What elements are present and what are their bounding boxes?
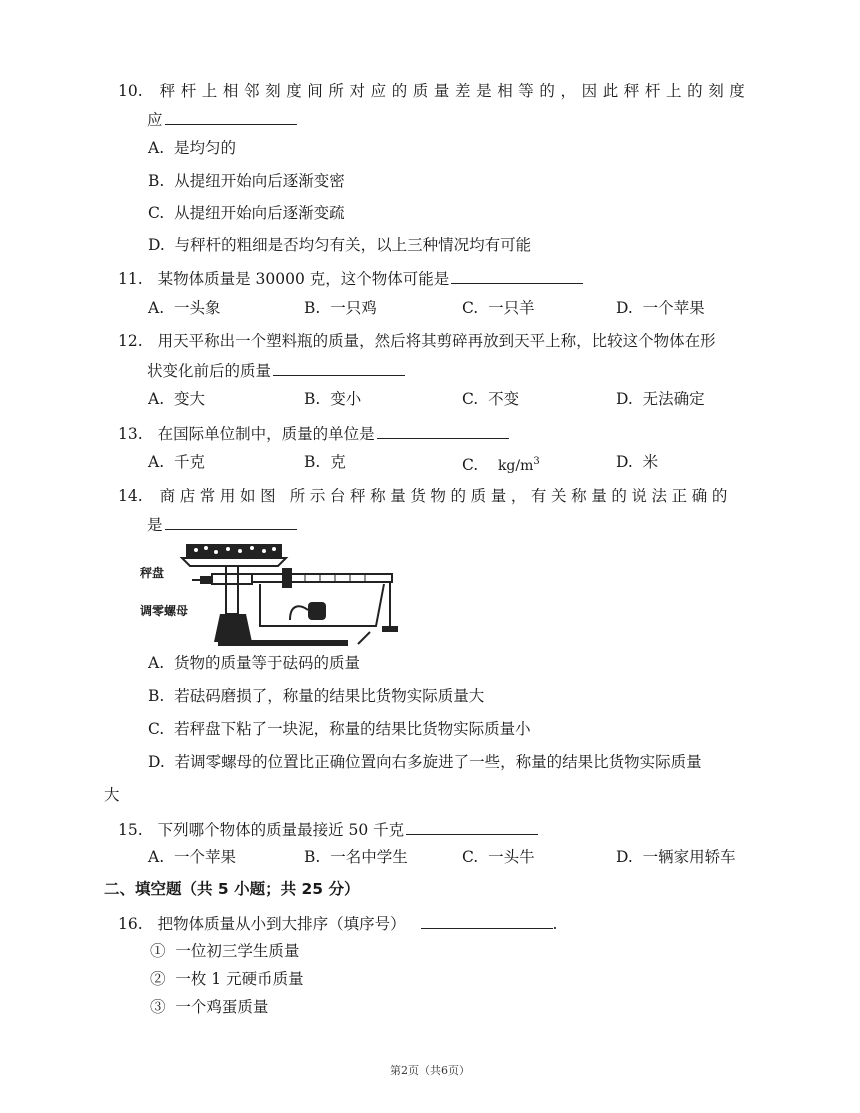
q14-stem-line1: [118, 485, 732, 507]
item-marker: ②: [150, 970, 166, 988]
scale-pan-goods: [186, 544, 282, 558]
answer-blank[interactable]: [273, 359, 405, 376]
counterweight: [308, 602, 326, 620]
item-marker: ③: [150, 998, 166, 1016]
q12-option-d[interactable]: [616, 388, 705, 410]
answer-blank[interactable]: [451, 267, 583, 284]
q10-option-d[interactable]: [148, 234, 531, 256]
option-text: 一只羊: [488, 299, 535, 317]
period: .: [552, 915, 558, 933]
option-label: C.: [148, 204, 165, 222]
question-number: 15.: [118, 821, 143, 839]
scale-beam: [252, 574, 392, 582]
question-text: 状变化前后的质量: [147, 362, 272, 380]
option-text: 从提纽开始向后逐渐变密: [174, 172, 345, 190]
option-text: 一名中学生: [330, 848, 408, 866]
option-text: 克: [330, 453, 346, 471]
question-number: 12.: [118, 332, 143, 350]
q10-option-b[interactable]: [148, 170, 345, 192]
question-text: 商店常用如图 所示台秤称量货物的质量，有关称量的说法正确的: [159, 487, 732, 505]
q13-option-c[interactable]: [462, 451, 540, 477]
item-marker: ①: [150, 942, 166, 960]
question-number: 16.: [118, 915, 143, 933]
label-scale-pan: 秤盘: [140, 566, 165, 580]
q11-option-b[interactable]: [304, 297, 377, 319]
q11-option-a[interactable]: [148, 297, 221, 319]
option-label: D.: [616, 390, 633, 408]
option-text: 若砝码磨损了，称量的结果比货物实际质量大: [174, 687, 485, 705]
question-text: 秤杆上相邻刻度间所对应的质量差是相等的，因此秤杆上的刻度: [159, 82, 751, 100]
option-label: D.: [148, 236, 165, 254]
option-text: 货物的质量等于砝码的质量: [173, 654, 360, 672]
answer-blank[interactable]: [421, 912, 553, 929]
q16-item-3: [150, 996, 268, 1018]
option-label: B.: [304, 848, 321, 866]
answer-blank[interactable]: [165, 108, 297, 125]
option-label: B.: [148, 172, 165, 190]
q14-stem-line2: [147, 513, 297, 536]
q13-option-a[interactable]: [148, 451, 205, 473]
q13-option-d[interactable]: [616, 451, 658, 473]
option-text: 变大: [173, 390, 205, 408]
q12-option-c[interactable]: [462, 388, 519, 410]
option-label: C.: [462, 390, 479, 408]
question-text: 是: [147, 516, 163, 534]
item-text: 一个鸡蛋质量: [175, 998, 269, 1016]
question-number: 11.: [118, 270, 143, 288]
option-label: A.: [148, 654, 165, 672]
question-text: 用天平称出一个塑料瓶的质量，然后将其剪碎再放到天平上称，比较这个物体在形: [157, 332, 716, 350]
item-text: 一位初三学生质量: [175, 942, 300, 960]
option-text: 与秤杆的粗细是否均匀有关，以上三种情况均有可能: [174, 236, 532, 254]
option-label: A.: [148, 453, 165, 471]
q12-option-a[interactable]: [148, 388, 205, 410]
question-text: 下列哪个物体的质量最接近 50 千克: [157, 821, 405, 839]
q14-option-a[interactable]: [148, 652, 360, 674]
question-number: 10.: [118, 82, 143, 100]
q15-option-d[interactable]: [616, 846, 736, 868]
q12-option-b[interactable]: [304, 388, 361, 410]
q14-option-c[interactable]: [148, 718, 531, 740]
option-label: B.: [304, 453, 321, 471]
option-text: 无法确定: [642, 390, 705, 408]
platform-scale-illustration: [140, 540, 420, 648]
question-number: 14.: [118, 487, 143, 505]
option-text: 是均匀的: [173, 139, 236, 157]
option-label: D.: [616, 848, 633, 866]
scale-pan: [182, 558, 286, 566]
option-label: A.: [148, 299, 165, 317]
option-text: kg/m: [497, 458, 534, 475]
label-zero-screw: 调零螺母: [140, 604, 189, 618]
q11-option-d[interactable]: [616, 297, 705, 319]
option-label: C.: [462, 848, 479, 866]
option-text: 千克: [173, 453, 205, 471]
q14-option-d[interactable]: [148, 751, 702, 773]
answer-blank[interactable]: [406, 818, 538, 835]
q15-option-c[interactable]: [462, 846, 535, 868]
option-text: 一个苹果: [642, 299, 705, 317]
q15-option-a[interactable]: [148, 846, 236, 868]
item-text: 一枚 1 元硬币质量: [175, 970, 304, 988]
option-label: D.: [616, 453, 633, 471]
q10-option-c[interactable]: [148, 202, 345, 224]
q12-stem-line1: [118, 330, 716, 352]
question-text: 把物体质量从小到大排序（填序号）: [157, 915, 406, 933]
page-footer: 第2页（共6页）: [390, 1064, 470, 1077]
option-label: C.: [148, 720, 165, 738]
q15-option-b[interactable]: [304, 846, 408, 868]
option-label: C.: [462, 299, 479, 317]
q10-stem-line1: [118, 80, 750, 102]
option-text: 一个苹果: [173, 848, 236, 866]
platform-scale-figure: [140, 540, 420, 652]
q14-option-b[interactable]: [148, 685, 484, 707]
q10-option-a[interactable]: [148, 137, 236, 159]
question-text: 某物体质量是 30000 克，这个物体可能是: [157, 270, 450, 288]
option-label: B.: [304, 390, 321, 408]
option-label: B.: [304, 299, 321, 317]
answer-blank[interactable]: [377, 422, 509, 439]
q16-item-2: [150, 968, 304, 990]
option-text: 变小: [330, 390, 362, 408]
answer-blank[interactable]: [165, 513, 297, 530]
question-text: 应: [147, 111, 163, 129]
question-text: 在国际单位制中，质量的单位是: [157, 425, 375, 443]
option-text: 若秤盘下粘了一块泥，称量的结果比货物实际质量小: [174, 720, 531, 738]
option-label: D.: [616, 299, 633, 317]
option-text: 一头象: [173, 299, 221, 317]
q11-stem: [118, 267, 583, 290]
option-text: 从提纽开始向后逐渐变疏: [174, 204, 345, 222]
option-label: D.: [148, 753, 165, 771]
question-number: 13.: [118, 425, 143, 443]
q13-option-b[interactable]: [304, 451, 346, 473]
zero-adjust-screw: [200, 576, 212, 584]
sliding-weight: [282, 568, 292, 588]
superscript: 3: [533, 456, 540, 467]
q16-item-1: [150, 940, 299, 962]
option-label: A.: [148, 139, 165, 157]
option-label: A.: [148, 390, 165, 408]
q16-stem: [118, 912, 557, 935]
weight-hanger: [382, 626, 398, 632]
q14-option-d-wrap: 大: [104, 786, 120, 804]
q13-stem: [118, 422, 509, 445]
option-label: B.: [148, 687, 165, 705]
q10-stem-line2: [147, 108, 297, 131]
q12-stem-line2: [147, 359, 405, 382]
option-text: 一辆家用轿车: [642, 848, 736, 866]
option-text: 一头牛: [488, 848, 535, 866]
option-text: 一只鸡: [330, 299, 377, 317]
scale-base: [218, 640, 348, 646]
option-text: 若调零螺母的位置比正确位置向右多旋进了一些，称量的结果比货物实际质量: [174, 753, 702, 771]
option-text: 不变: [488, 390, 520, 408]
q11-option-c[interactable]: [462, 297, 535, 319]
q15-stem: [118, 818, 538, 841]
option-label: A.: [148, 848, 165, 866]
option-text: 米: [642, 453, 659, 471]
option-label: C.: [462, 456, 479, 475]
section-title: 二、填空题（共 5 小题；共 25 分）: [104, 880, 360, 898]
